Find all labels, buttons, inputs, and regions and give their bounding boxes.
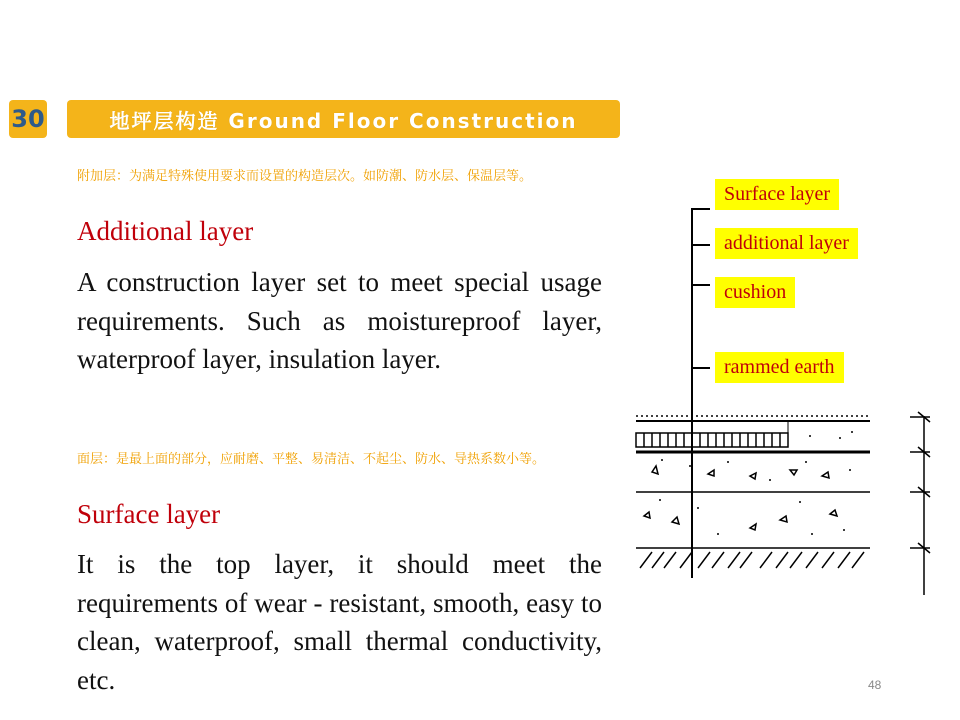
page-title: 地坪层构造 Ground Floor Construction	[109, 108, 578, 133]
slide-number: 30	[11, 105, 45, 133]
additional-layer-heading: Additional layer	[77, 216, 254, 246]
additional-layer-cn-note: 附加层：为满足特殊使用要求而设置的构造层次。如防潮、防水层、保温层等。	[77, 169, 533, 184]
label-rammed-earth: rammed earth	[715, 352, 844, 383]
surface-layer-body: It is the top layer, it should meet the requirements of wear - resistant, smooth, easy to clean, waterproof, small thermal conductivity, etc.	[77, 549, 602, 695]
label-surface-layer: Surface layer	[715, 179, 839, 210]
label-additional-layer: additional layer	[715, 228, 858, 259]
label-cushion: cushion	[715, 277, 795, 308]
additional-layer-body: A construction layer set to meet special usage requirements. Such as moistureproof layer, waterproof layer, insulation layer.	[77, 267, 602, 374]
slide-number-badge	[9, 100, 47, 138]
surface-layer-heading: Surface layer	[77, 499, 221, 529]
page-number: 48	[868, 678, 882, 692]
title-bar	[67, 100, 620, 138]
surface-layer-cn-note: 面层：是最上面的部分，应耐磨、平整、易清洁、不起尘、防水、导热系数小等。	[77, 452, 546, 467]
